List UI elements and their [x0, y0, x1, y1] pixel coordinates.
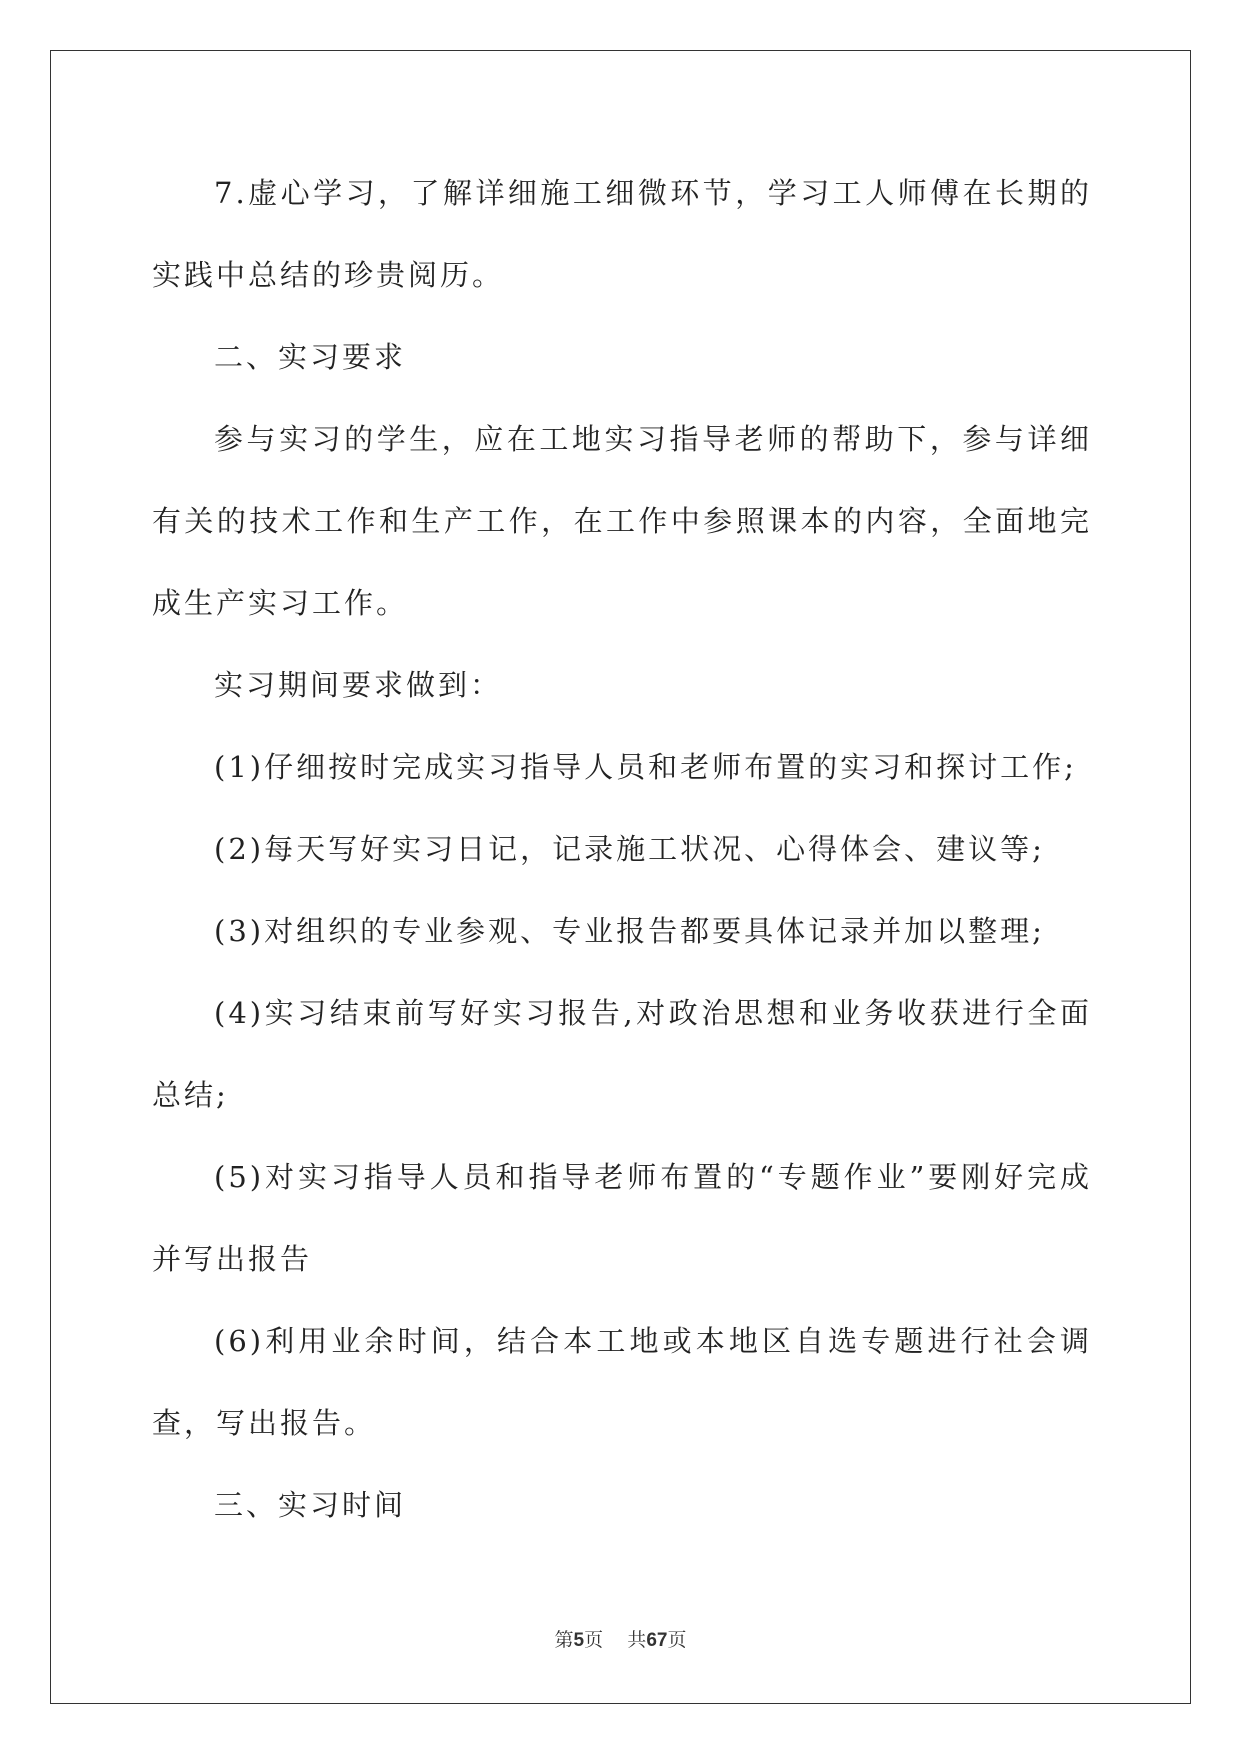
paragraph: 7.虚心学习，了解详细施工细微环节，学习工人师傅在长期的实践中总结的珍贵阅历。 [152, 176, 1092, 292]
list-item: (6)利用业余时间，结合本工地或本地区自选专题进行社会调查，写出报告。 [152, 1324, 1092, 1440]
footer-total-prefix: 共 [627, 1629, 647, 1651]
section-heading: 二、实习要求 [214, 340, 407, 374]
document-body [152, 152, 1092, 1546]
list-item: (5)对实习指导人员和指导老师布置的“专题作业”要刚好完成并写出报告 [152, 1160, 1092, 1276]
paragraph: 参与实习的学生，应在工地实习指导老师的帮助下，参与详细有关的技术工作和生产工作，在工作中参照课本的内容，全面地完成生产实习工作。 [152, 422, 1092, 620]
footer-page-word: 页 [584, 1629, 604, 1651]
paragraph: 实习期间要求做到： [214, 668, 503, 702]
list-item: (4)实习结束前写好实习报告,对政治思想和业务收获进行全面总结; [152, 996, 1092, 1112]
current-page-number: 5 [573, 1630, 585, 1651]
section-heading: 三、实习时间 [214, 1488, 407, 1522]
list-item: (1)仔细按时完成实习指导人员和老师布置的实习和探讨工作; [214, 750, 1077, 784]
list-item: (3)对组织的专业参观、专业报告都要具体记录并加以整理; [214, 914, 1045, 948]
footer-prefix: 第 [554, 1629, 574, 1651]
page-footer [0, 1625, 1241, 1652]
total-pages-number: 67 [646, 1630, 668, 1651]
footer-total-word: 页 [667, 1629, 687, 1651]
list-item: (2)每天写好实习日记，记录施工状况、心得体会、建议等; [214, 832, 1045, 866]
